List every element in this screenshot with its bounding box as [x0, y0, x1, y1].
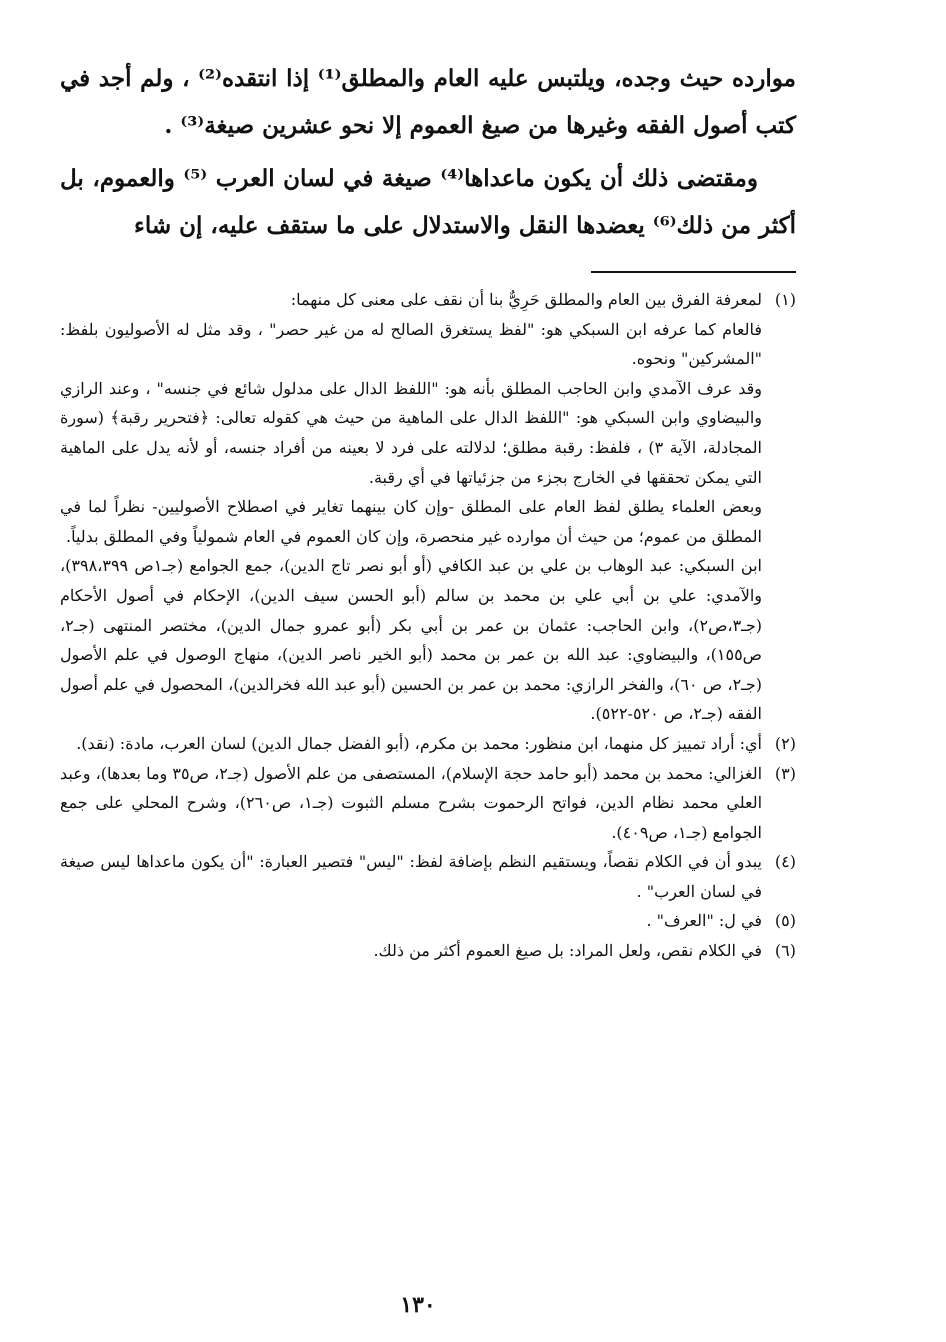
main-paragraph-2: ومقتضى ذلك أن يكون ماعداها⁽⁴⁾ صيغة في لسان العرب ⁽⁵⁾ والعموم، بل أكثر من ذلك⁽⁶⁾ يعضدها النقل والاستدلال على ما ستقف عليه، إن شاء: [60, 165, 796, 239]
main-paragraph-1: موارده حيث وجده، ويلتبس عليه العام والمطلق⁽¹⁾ إذا انتقده⁽²⁾ ، ولم أجد في كتب أصول الفقه وغيرها من صيغ العموم إلا نحو عشرين صيغة⁽³⁾ .: [60, 65, 796, 139]
footnote-4: [60, 847, 796, 906]
footnote-1: [60, 285, 796, 729]
footnote-separator: [591, 271, 796, 273]
footnote-body: [60, 729, 762, 759]
footnotes: [60, 285, 796, 966]
footnote-body: [60, 936, 762, 966]
footnote-paragraph: في ل: "العرف" .: [646, 911, 762, 931]
footnote-paragraph: وبعض العلماء يطلق لفظ العام على المطلق -وإن كان بينهما تغاير في اصطلاح الأصوليين- نظراً لما في المطلق من عموم؛ من حيث أن موارده غير منحصرة، وإن كان العموم في العام شمولياً وفي المطلق بدلياً.: [60, 497, 762, 546]
footnote-paragraph: يبدو أن في الكلام نقصاً، ويستقيم النظم بإضافة لفظ: "ليس" فتصير العبارة: "أن يكون ماعداها ليس صيغة في لسان العرب" .: [60, 852, 762, 901]
footnote-body: [60, 759, 762, 848]
footnote-number: (٦): [774, 941, 796, 961]
footnote-paragraph: وقد عرف الآمدي وابن الحاجب المطلق بأنه هو: "اللفظ الدال على مدلول شائع في جنسه" ، وعند الرازي والبيضاوي وابن السبكي هو: "اللفظ الدال على الماهية من حيث هي كقوله تعالى: ﴿فتحرير رقبة﴾ (سورة المجادلة، الآية ٣) ، فلفظ: رقبة مطلق؛ لدلالته على فرد لا بعينه من أفراد جنسه، أو لأنه يدل على الماهية التي يمكن تحققها في الخارج بجزء من جزئياتها في أي رقبة.: [60, 378, 763, 487]
footnote-body: [60, 285, 762, 729]
footnote-paragraph: في الكلام نقص، ولعل المراد: بل صيغ العموم أكثر من ذلك.: [373, 941, 762, 961]
footnote-5: [60, 906, 796, 936]
footnote-paragraph: الغزالي: محمد بن محمد (أبو حامد حجة الإسلام)، المستصفى من علم الأصول (جـ٢، ص٣٥ وما بعدها)، وعبد العلي محمد نظام الدين، فواتح الرحموت بشرح مسلم الثبوت (جـ١، ص٢٦٠)، وشرح المحلي على جمع الجوامع (جـ١، ص٤٠٩).: [60, 763, 763, 842]
page-number: ١٣٠: [400, 1292, 436, 1318]
footnote-number: (٤): [774, 852, 796, 872]
footnote-6: [60, 936, 796, 966]
footnote-paragraph: لمعرفة الفرق بين العام والمطلق حَرِيٌّ بنا أن نقف على معنى كل منهما:: [290, 290, 762, 309]
footnote-number: (٣): [774, 763, 796, 783]
footnote-number: (٢): [774, 733, 796, 753]
page-content: [60, 55, 796, 966]
footnote-number: (٥): [774, 911, 796, 931]
main-text: [60, 55, 796, 249]
footnote-3: [60, 759, 796, 848]
footnote-paragraph: أي: أراد تمييز كل منهما، ابن منظور: محمد بن مكرم، (أبو الفضل جمال الدين) لسان العرب، مادة: (نقد).: [76, 733, 762, 753]
footnote-paragraph: فالعام كما عرفه ابن السبكي هو: "لفظ يستغرق الصالح له من غير حصر" ، وقد مثل له الأصوليون بلفظ: "المشركين" ونحوه.: [60, 319, 762, 369]
footnote-number: (١): [774, 290, 796, 309]
footnote-2: [60, 729, 796, 759]
footnote-body: [60, 906, 762, 936]
footnote-body: [60, 847, 762, 906]
footnote-paragraph: ابن السبكي: عبد الوهاب بن علي بن عبد الكافي (أو أبو نصر تاج الدين)، جمع الجوامع (جـ١ص ٣٩٨،٣٩٩)، والآمدي: علي بن أبي علي بن محمد بن سالم (أبو الحسن سيف الدين)، الإحكام في أصول الأحكام (جـ٣،ص٢)، وابن الحاجب: عثمان بن عمر بن أبي بكر (أبو عمرو جمال الدين)، مختصر المنتهى (جـ٢، ص١٥٥)، والبيضاوي: عبد الله بن عمر بن محمد (أبو الخير ناصر الدين)، منهاج الوصول في علم الأصول (جـ٢، ص ٦٠)، والفخر الرازي: محمد بن عمر بن الحسين (أبو عبد الله فخرالدين)، المحصول في علم أصول الفقه (جـ٢، ص ٥٢٠-٥٢٢).: [60, 556, 762, 724]
